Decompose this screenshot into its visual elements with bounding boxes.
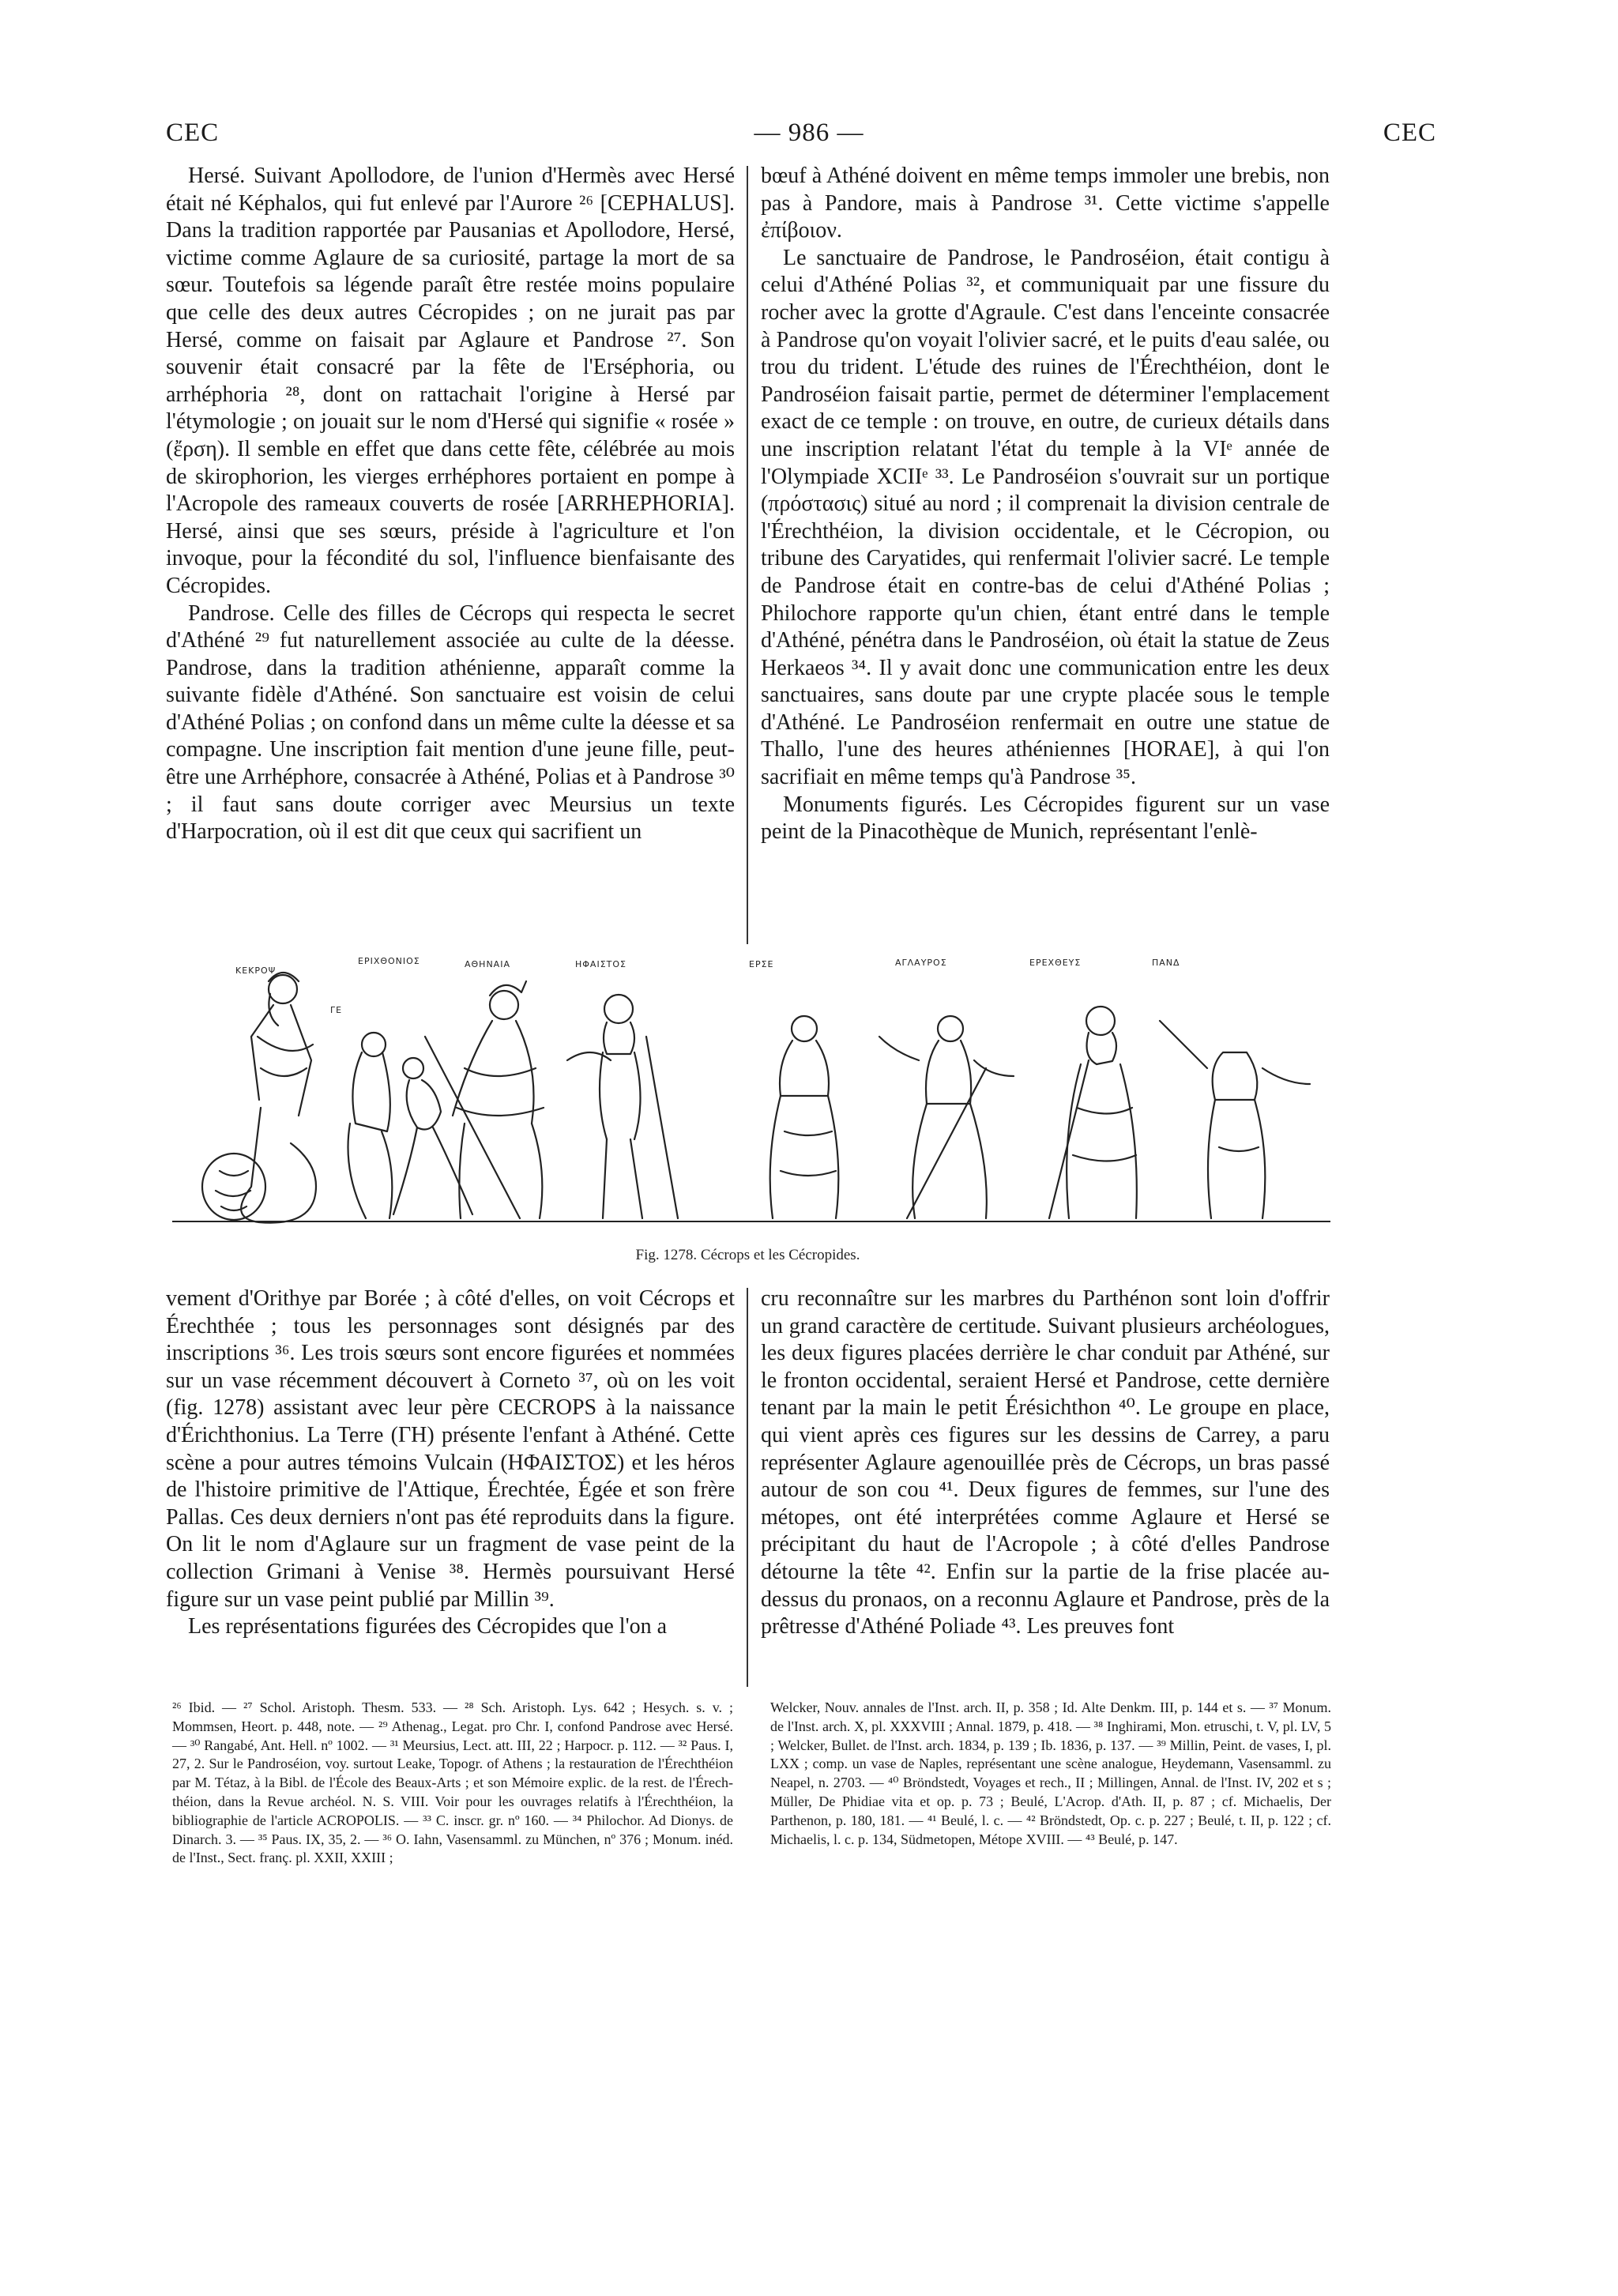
figure-cecrops xyxy=(202,973,316,1223)
text-column-top-left xyxy=(166,163,735,953)
footnotes-left-text: ²⁶ Ibid. — ²⁷ Schol. Aristoph. Thesm. 533. — ²⁸ Sch. Aristoph. Lys. 642 ; Hesych. s. v. ; Mommsen, Heort. p. 448, note. — ²⁹ Athenag., Legat. pro Chr. I, confond Pandrose avec Hersé. — ³⁰ Rangabé, Ant. Hell. nº 1002. — ³¹ Meursius, Lect. att. III, 22 ; Harpocr. p. 112. — ³² Paus. I, 27, 2. Sur le Pandroséion, voy. surtout Leake, Topogr. of Athens ; la restauration de l'Érechthéion par M. Tétaz, à la Bibl. de l'École des Beaux-Arts ; et son Mémoire explic. de la rest. de l'Érechthéion, dans la Revue archéol. N. S. VIII. Voir pour les ouvrages relatifs à l'Érechthéion, la bibliographie de l'article ACROPOLIS. — ³³ C. inscr. gr. nº 160. — ³⁴ Philochor. Ad Dionys. de Dinarch. 3. — ³⁵ Paus. IX, 35, 2. — ³⁶ O. Iahn, Vasensamml. zu München, nº 376 ; Monum. inéd. de l'Inst., Sect. franç. pl. XXII, XXIII ; xyxy=(172,1699,733,1866)
figure-pandrosos xyxy=(1160,1021,1310,1218)
svg-text:ΑΓΛΑΥΡΟΣ: ΑΓΛΑΥΡΟΣ xyxy=(895,958,947,968)
vase-illustration xyxy=(172,950,1330,1234)
paragraph-continued-bottom: vement d'Orithye par Borée ; à côté d'elles, on voit Cécrops et Érechthée ; tous les personnages sont désignés par des inscriptions ³⁶. Les trois sœurs sont encore figurées et nommées sur un vase récemment découvert à Corneto ³⁷, où on les voit (fig. 1278) assistant avec leur père CECROPS à la naissance d'Érichthonius. La Terre (ΓΗ) présente l'enfant à Athéné. Cette scène a pour autres témoins Vulcain (ΗΦΑΙΣΤΟΣ) et les héros de l'histoire primitive de l'Attique, Érechtée, Égée et son frère Pallas. Ces deux derniers n'ont pas été reproduits dans la figure. On lit le nom d'Aglaure sur un fragment de vase peint de la collection Grimani à Venise ³⁸. Hermès poursuivant Hersé figure sur un vase peint publié par Millin ³⁹. xyxy=(166,1286,735,1612)
figure-caption: Fig. 1278. Cécrops et les Cécropides. xyxy=(635,1247,860,1263)
svg-text:ΕΡΣΕ: ΕΡΣΕ xyxy=(749,959,774,969)
column-rule-top xyxy=(747,166,748,944)
figure-ge-and-infant xyxy=(348,1033,473,1218)
figure-erechtheus xyxy=(1049,1007,1137,1218)
figure-aglauros xyxy=(879,1016,1014,1218)
paragraph-monuments: Monuments figurés. Les Cécropides figurent sur un vase peint de la Pinacothèque de Munich, représentant l'enlè- xyxy=(761,792,1330,845)
figure-herse xyxy=(770,1016,839,1218)
paragraph-continued: bœuf à Athéné doivent en même temps immoler une brebis, non pas à Pandore, mais à Pandrose ³¹. Cette victime s'appelle ἐπίβοιον. xyxy=(761,164,1330,243)
footnotes-left xyxy=(172,1699,733,1868)
column-rule-bottom xyxy=(747,1288,748,1687)
page-number: — 986 — xyxy=(754,119,864,147)
vase-drawing xyxy=(172,950,1330,1234)
text-column-top-right xyxy=(761,163,1330,953)
header-left-word: CEC xyxy=(166,119,220,147)
paragraph-pandroseion: Le sanctuaire de Pandrose, le Pandroséion, était contigu à celui d'Athéné Polias ³², et communiquait par une fissure du rocher avec la grotte d'Agraule. C'est dans l'enceinte consacrée à Pandrose qu'on voyait l'olivier sacré, et le puits d'eau salée, ou trou du trident. L'étude des ruines de l'Érechthéion, dont le Pandroséion faisait partie, permet de déterminer l'emplacement exact de ce temple : on trouve, en outre, de curieux détails dans une inscription relatant l'état du temple à la VIᵉ année de l'Olympiade XCIIᵉ ³³. Le Pandroséion s'ouvrait sur un portique (πρόστασις) situé au nord ; il comprenait la division centrale de l'Érechthéion, la division occidentale, et le Cécropion, ou tribune des Caryatides, qui renfermait l'olivier sacré. Le temple de Pandrose était en contre-bas de celui d'Athéné Polias ; Philochore rapporte qu'un chien, étant entré dans le temple d'Athéné, pénétra dans le Pandroséion, où était la statue de Zeus Herkaeos ³⁴. Il y avait donc une communication entre les deux sanctuaires, sans doute par une crypte placée sous le temple d'Athéné. Le Pandroséion renfermait en outre une statue de Thallo, l'une des heures athéniennes [HORAE], à qui l'on sacrifiait en même temps qu'à Pandrose ³⁵. xyxy=(761,245,1330,790)
text-column-bottom-right xyxy=(761,1285,1330,1681)
paragraph-herse: Hersé. Suivant Apollodore, de l'union d'Hermès avec Hersé était né Képhalos, qui fut enlevé par l'Aurore ²⁶ [CEPHALUS]. Dans la tradition rapportée par Pausanias et Apollodore, Hersé, victime comme Aglaure de sa curiosité, partage la mort de sa sœur. Toutefois sa légende paraît être restée moins populaire que celle des deux autres Cécropides ; on ne jurait pas par Hersé, comme on faisait par Aglaure et Pandrose ²⁷. Son souvenir était consacré par la fête de l'Erséphoria, ou arrhéphoria ²⁸, dont on rattachait l'origine à Hersé par l'étymologie ; on jouait sur le nom d'Hersé qui signifie « rosée » (ἔρση). Il semble en effet que dans cette fête, célébrée au mois de skirophorion, les vierges errhéphores portaient en pompe à l'Acropole des rameaux couverts de rosée [ARRHEPHORIA]. Hersé, ainsi que ses sœurs, préside à l'agriculture et l'on invoque, pour la fécondité du sol, l'influence bienfaisante des Cécropides. xyxy=(166,164,735,598)
svg-text:ΠΑΝΔ: ΠΑΝΔ xyxy=(1152,958,1180,968)
footnotes-right xyxy=(770,1699,1331,1849)
figure-athena xyxy=(425,981,544,1218)
text-column-bottom-left xyxy=(166,1285,735,1681)
svg-text:ΓΕ: ΓΕ xyxy=(330,1005,343,1015)
header-right-word: CEC xyxy=(1383,119,1436,147)
paragraph-parthenon: cru reconnaître sur les marbres du Parthénon sont loin d'offrir un grand caractère de certitude. Suivant plusieurs archéologues, les deux figures placées derrière le char conduit par Athéné, sur le fronton occidental, seraient Hersé et Pandrose, cette dernière tenant par la main le petit Érésichthon ⁴⁰. Le groupe en place, qui vient après ces figures sur les dessins de Carrey, a paru représenter Aglaure agenouillée près de Cécrops, un bras passé autour de son cou ⁴¹. Deux figures de femmes, sur l'une des métopes, ont été interprétées comme Aglaure et Hersé se précipitant du haut de l'Acropole ; à côté d'elles Pandrose détourne la tête ⁴². Enfin sur la partie de la frise placée au-dessus du pronaos, on a reconnu Aglaure et Pandrose, près de la prêtresse d'Athéné Poliade ⁴³. Les preuves font xyxy=(761,1286,1330,1639)
figure-hephaistos xyxy=(567,995,678,1218)
svg-text:ΕΡΕΧΘΕΥΣ: ΕΡΕΧΘΕΥΣ xyxy=(1029,958,1082,968)
paragraph-representations: Les représentations figurées des Cécropides que l'on a xyxy=(188,1614,668,1639)
svg-text:ΗΦΑΙΣΤΟΣ: ΗΦΑΙΣΤΟΣ xyxy=(575,959,627,969)
vase-inscriptions xyxy=(235,956,1180,1015)
paragraph-pandrose: Pandrose. Celle des filles de Cécrops qui respecta le secret d'Athéné ²⁹ fut naturellement associée au culte de la déesse. Pandrose, dans la tradition athénienne, apparaît comme la suivante fidèle d'Athéné. Son sanctuaire est voisin de celui d'Athéné Polias ; on confond dans un même culte la déesse et sa compagne. Une inscription fait mention d'une jeune fille, peut-être une Arrhéphore, consacrée à Athéné, Polias et à Pandrose ³⁰ ; il faut sans doute corriger avec Meursius un texte d'Harpocration, où il est dit que ceux qui sacrifient un xyxy=(166,600,735,845)
svg-text:ΑΘΗΝΑΙΑ: ΑΘΗΝΑΙΑ xyxy=(465,959,510,969)
svg-text:ΚΕΚΡΟΨ: ΚΕΚΡΟΨ xyxy=(235,965,277,976)
footnotes-right-text: Welcker, Nouv. annales de l'Inst. arch. II, p. 358 ; Id. Alte Denkm. III, p. 144 et s. — ³⁷ Monum. de l'Inst. arch. X, pl. XXXVIII ; Annal. 1879, p. 418. — ³⁸ Inghirami, Mon. etruschi, t. V, pl. LV, 5 ; Welcker, Bullet. de l'Inst. arch. 1834, p. 139 ; Ib. 1836, p. 137. — ³⁹ Millin, Peint. de vases, I, pl. LXX ; comp. un vase de Naples, représentant une scène analogue, Heydemann, Vasensamml. zu Neapel, n. 2703. — ⁴⁰ Bröndstedt, Voyages et rech., II ; Millingen, Annal. de l'Inst. IV, 202 et s ; Müller, De Phidiae vita et op. p. 73 ; Beulé, L'Acrop. d'Ath. II, p. 87 ; cf. Michaelis, Der Parthenon, p. 180, 181. — ⁴¹ Beulé, l. c. — ⁴² Bröndstedt, Op. c. p. 227 ; Beulé, t. II, p. 122 ; cf. Michaelis, l. c. p. 134, Südmetopen, Métope XVIII. — ⁴³ Beulé, p. 147. xyxy=(770,1699,1331,1847)
svg-text:ΕΡΙΧΘΟΝΙΟΣ: ΕΡΙΧΘΟΝΙΟΣ xyxy=(358,956,420,966)
running-header xyxy=(166,119,1452,150)
